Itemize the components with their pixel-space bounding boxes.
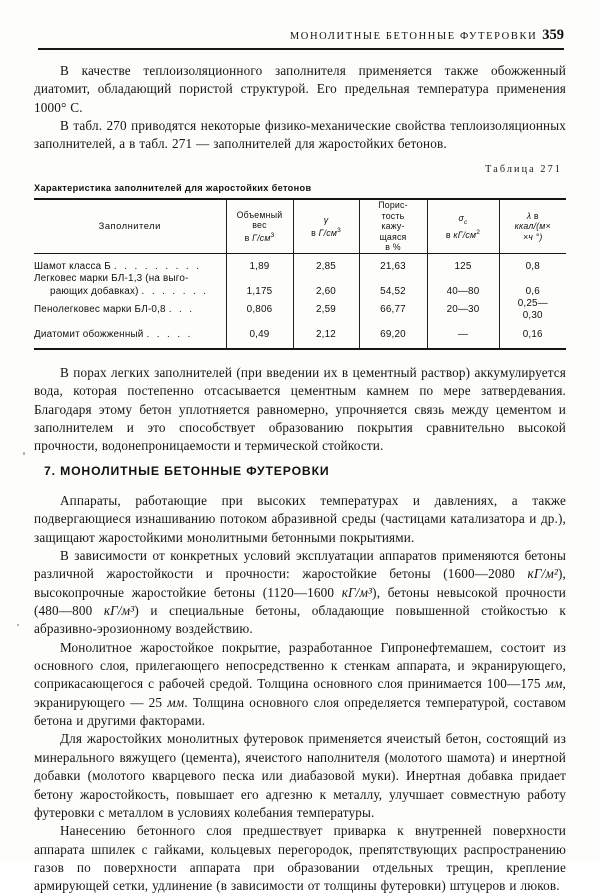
th-lambda	[499, 199, 566, 253]
row1-name-cont	[34, 286, 226, 298]
p2-seg-c: ), бетоны невысокой прочности (480—800	[34, 584, 567, 619]
cell-gamma: 2,85	[293, 253, 359, 273]
paragraph-section-2	[34, 547, 566, 639]
running-head	[36, 26, 564, 44]
row0-name: Шамот класса Б	[34, 260, 111, 272]
th-lambda-line3: ×ч °)	[522, 231, 543, 242]
cell-porosity: 21,63	[359, 253, 427, 273]
th-lambda-prefix: в	[533, 210, 539, 221]
row3-name: Диатомит обожженный	[34, 328, 144, 340]
cell-volume-weight: 0,806	[226, 298, 293, 322]
cell-sigma: —	[427, 322, 499, 349]
p2-unit-2: кГ/м³	[341, 584, 373, 600]
cell-lambda: 0,16	[499, 322, 566, 349]
th-fillers: Заполнители	[98, 220, 161, 232]
th-sigma-units: кГ/см	[453, 229, 477, 240]
th-volume-weight	[226, 199, 293, 253]
table-caption: Характеристика заполнителей для жаростойких бетонов	[34, 183, 312, 193]
paragraph-section-3	[34, 639, 566, 731]
p3-unit-2: мм	[167, 694, 185, 710]
th-gamma-units: Г/см	[318, 227, 338, 238]
paragraph-after-table: В порах легких заполнителей (при введении их в цементный раствор) аккумулируется вода, которая постепенно отсасывается цементным камнем по мере затвердевания. Благодаря этому бетон уплотняется равномерно, упрочняется связь между цементом и заполнителем и это способствует образованию покрытия сравнительно высокой прочности, водонепроницаемости и термической стойкости.	[34, 365, 566, 454]
th-sigma-prefix: в	[445, 229, 451, 240]
scan-speck	[23, 452, 25, 455]
cell-filler-name	[34, 322, 226, 349]
cell-sigma: 20—30	[427, 298, 499, 322]
p3-seg-b: , экранирующего — 25	[34, 676, 566, 710]
table-number-label: Таблица 271	[485, 164, 562, 175]
p2-seg-a: В зависимости от конкретных условий эксплуатации аппаратов применяются бетоны различной жаростойкости и прочности: жаростойкие бетоны (1600—2080	[34, 548, 566, 582]
p3-seg-a: Монолитное жаростойкое покрытие, разработанное Гипронефтемашем, состоит из основного слоя, прилегающего непосредственно к стенкам аппарата, и экранирующего, соприкасающегося с рабочей средой. Толщина основного слоя принимается 100—175	[34, 639, 566, 692]
characteristics-table	[34, 198, 566, 350]
cell-porosity: 69,20	[359, 322, 427, 349]
cell-gamma: 2,60	[293, 273, 359, 298]
section-heading: 7. МОНОЛИТНЫЕ БЕТОННЫЕ ФУТЕРОВКИ	[44, 464, 330, 478]
cell-lambda: 0,6	[499, 273, 566, 298]
th-lambda-line2: ккал/(м×	[514, 221, 551, 232]
cell-gamma: 2,12	[293, 322, 359, 349]
paragraph-section-1: Аппараты, работающие при высоких температурах и давлениях, а также подвергающиеся изнашиванию потоком абразивной среды (частицами катализатора и др.), защищают жаростойкими монолитными бетонными покрытиями.	[34, 493, 566, 545]
paragraph-section-4: Для жаростойких монолитных футеровок применяется ячеистый бетон, состоящий из минерального вяжущего (цемента), ячеистого наполнителя (молотого шамота) и инертной добавки (молотого кварцевого песка или диабазовой муки). Инертная добавка придает бетону жаростойкость, повышает его адгезню к металлу, улучшает совместную работу футеровки с металлом в условиях колебания температуры.	[34, 731, 566, 820]
th-vw-prefix: в	[244, 232, 250, 243]
th-por-line3: кажу-	[381, 221, 405, 232]
th-vw-units: Г/см	[252, 232, 271, 243]
th-sigma	[427, 199, 499, 253]
table-row	[34, 298, 566, 322]
cell-sigma: 125	[427, 253, 499, 273]
row1-leader2: . . . . . . .	[141, 285, 209, 297]
table-bottom-rule	[34, 349, 566, 350]
table-head	[34, 199, 566, 253]
th-por-line2: тость	[381, 210, 405, 221]
th-vw-line2: вес	[252, 220, 267, 231]
cell-volume-weight: 1,89	[226, 253, 293, 273]
table-body	[34, 253, 566, 350]
th-porosity	[359, 199, 427, 253]
table-block	[34, 164, 566, 350]
p3-seg-c: . Толщина основного слоя определяется температурой, составом бетона и другими факторами.	[34, 694, 566, 729]
th-por-line1: Порис-	[378, 200, 408, 210]
intro-block	[34, 62, 566, 154]
th-sigma-symbol: σ	[458, 212, 464, 223]
row2-lambda-line1: 0,25—	[517, 298, 548, 310]
p2-unit-1: кГ/м²	[527, 566, 558, 582]
row1-name: Легковес марки БЛ-1,3 (на выго-	[34, 273, 189, 285]
table-row	[34, 273, 566, 298]
th-por-line4: щаяся	[379, 231, 407, 242]
cell-filler-name	[34, 298, 226, 322]
row2-leader: . . .	[168, 303, 195, 315]
table-row	[34, 253, 566, 273]
row2-name: Пенолегковес марки БЛ-0,8	[34, 303, 166, 315]
row1-name2: рающих добавках)	[50, 285, 139, 297]
cell-volume-weight: 0,49	[226, 322, 293, 349]
th-gamma	[293, 199, 359, 253]
cell-lambda	[499, 298, 566, 322]
th-sigma-sub: c	[464, 218, 468, 226]
header-rule	[38, 48, 564, 50]
cell-porosity: 66,77	[359, 298, 427, 322]
th-gamma-exp: 3	[337, 226, 341, 234]
running-head-title: МОНОЛИТНЫЕ БЕТОННЫЕ ФУТЕРОВКИ	[289, 31, 538, 42]
th-sigma-exp: 2	[476, 228, 481, 236]
cell-filler-name	[34, 273, 226, 298]
row0-leader: . . . . . . . . .	[113, 260, 202, 272]
p2-seg-d: ) и специальные бетоны, обладающие повышенной стойкостью к абразивно-эрозионному воздействию.	[34, 603, 566, 637]
th-gamma-prefix: в	[311, 227, 316, 238]
table-row	[34, 322, 566, 349]
row3-leader: . . . . .	[146, 328, 193, 340]
cell-gamma: 2,59	[293, 298, 359, 322]
th-por-line5: в %	[385, 242, 401, 253]
th-lambda-symbol: λ	[526, 210, 532, 221]
p2-seg-b: ), высокопрочные жаростойкие бетоны (1120—1600	[34, 566, 566, 600]
after-table-block	[34, 364, 566, 456]
cell-volume-weight: 1,175	[226, 273, 293, 298]
paragraph-intro-1: В качестве теплоизоляционного заполнителя применяется также обожженный диатомит, обладающий пористой структурой. Его предельная температура применения 1000° С.	[34, 63, 566, 115]
p2-unit-3: кГ/м³	[103, 603, 135, 619]
cell-lambda: 0,8	[499, 253, 566, 273]
section-body-block	[34, 492, 566, 896]
page-number: 359	[542, 27, 564, 43]
cell-porosity: 54,52	[359, 273, 427, 298]
scan-speck	[17, 624, 19, 626]
cell-sigma: 40—80	[427, 273, 499, 298]
th-vw-line1: Объемный	[236, 209, 283, 220]
paragraph-section-5: Нанесению бетонного слоя предшествует приварка к внутренней поверхности аппарата шпилек с гайками, кольцевых перегородок, препятствующих распространению газов по поверхности аппарата при образовании отдельных трещин, крепление армирующей сетки, удлинение (в зависимости от толщины футеровки) штуцеров и люков.	[34, 823, 566, 894]
th-gamma-symbol: γ	[323, 214, 329, 225]
paragraph-intro-2: В табл. 270 приводятся некоторые физико-механические свойства теплоизоляционных заполнителей, а в табл. 271 — заполнителей для жаростойких бетонов.	[34, 118, 566, 152]
cell-filler-name	[34, 253, 226, 273]
row2-lambda-line2: 0,30	[522, 309, 543, 321]
th-vw-exp: 3	[270, 231, 275, 239]
p3-unit-1: мм	[545, 676, 563, 692]
